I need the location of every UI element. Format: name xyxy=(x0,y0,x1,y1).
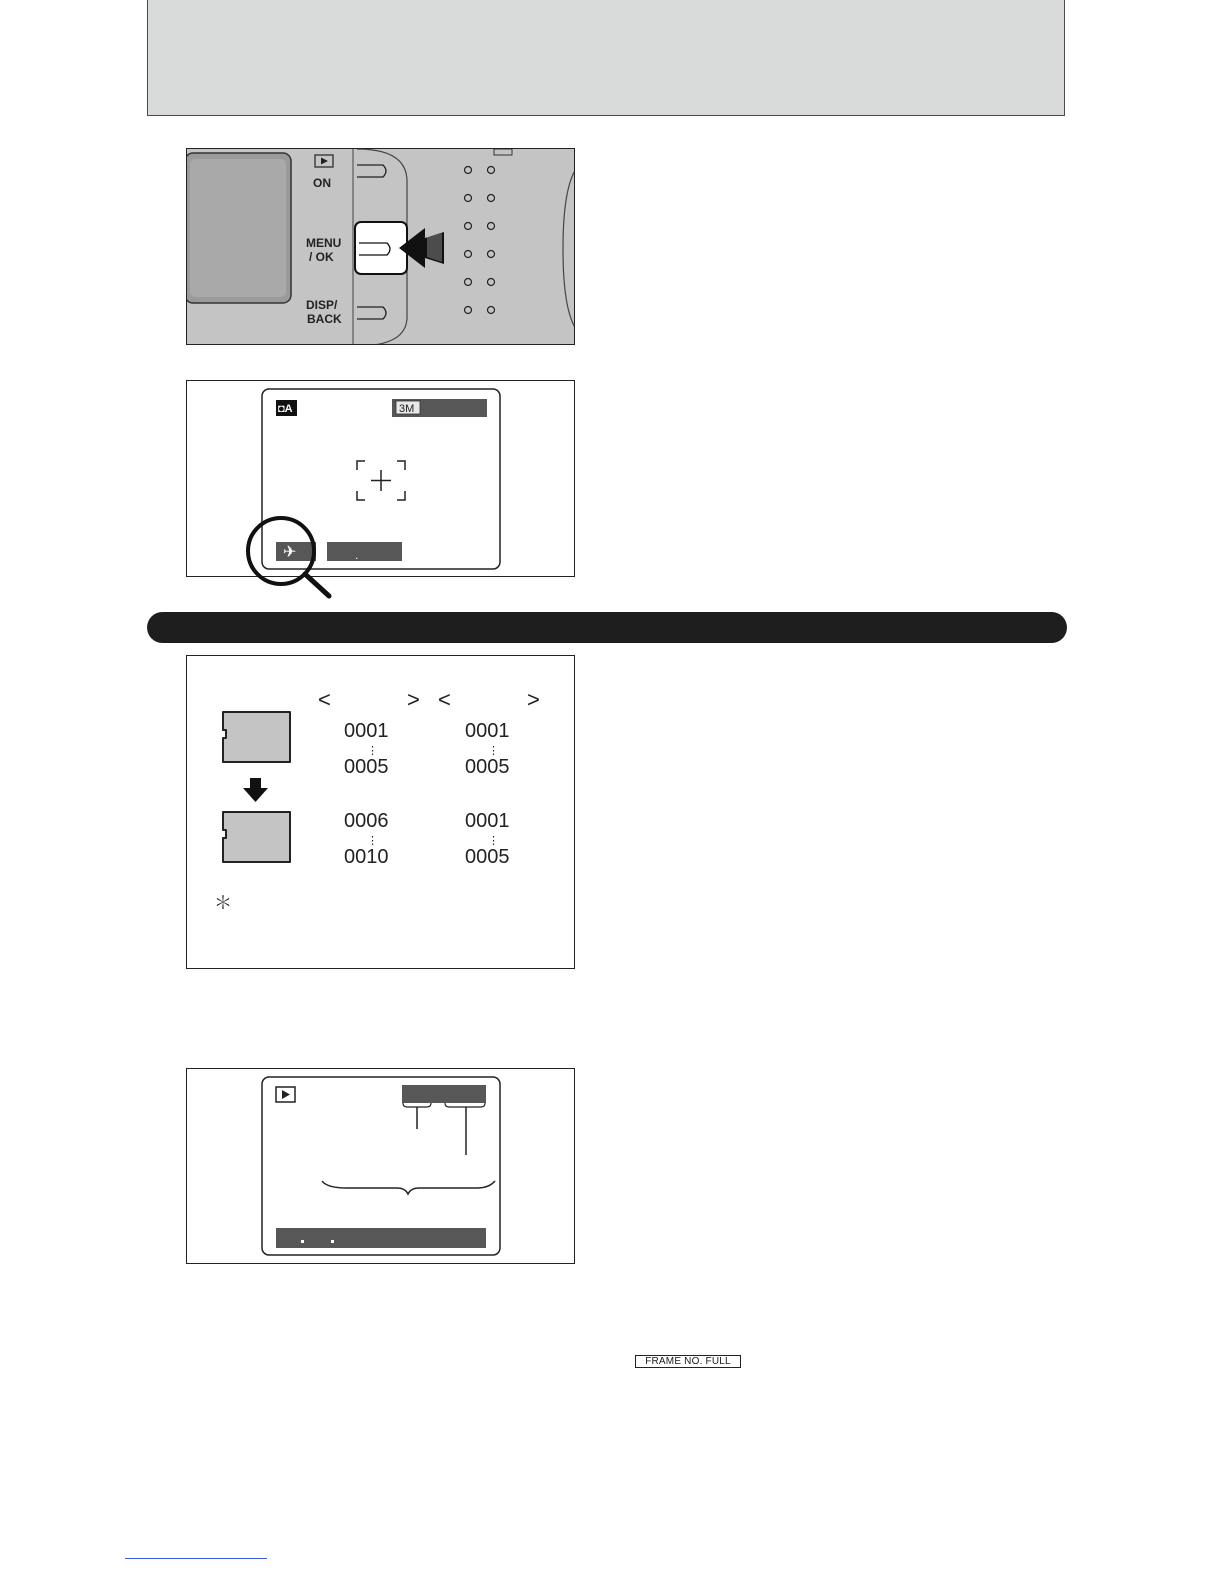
svg-text:⋮: ⋮ xyxy=(367,835,378,847)
bracket-close-2: > xyxy=(527,687,540,712)
memory-card-icon xyxy=(223,812,290,862)
disp-label: DISP/ xyxy=(306,298,338,312)
airplane-icon: ✈ xyxy=(283,544,297,561)
svg-text:.: . xyxy=(355,548,359,562)
svg-text:◘A: ◘A xyxy=(278,403,293,415)
card-a-col2-end: 0005 xyxy=(465,756,510,778)
svg-text:⋮: ⋮ xyxy=(488,745,499,757)
bracket-open-1: < xyxy=(318,687,331,712)
card-a-col1-end: 0005 xyxy=(344,756,389,778)
footer-link-underline[interactable] xyxy=(125,1558,267,1559)
svg-text:⋮: ⋮ xyxy=(367,745,378,757)
card-b-col2-end: 0005 xyxy=(465,846,510,868)
bottom-info-bar xyxy=(276,1228,486,1248)
arrow-down-icon xyxy=(243,778,268,802)
frame-numbering-figure xyxy=(186,655,575,969)
back-label: BACK xyxy=(307,312,342,326)
footnote-mark: ＊ xyxy=(214,893,232,913)
quality-badge: 3M xyxy=(399,403,415,415)
card-b-col1-start: 0006 xyxy=(344,810,389,832)
card-b-col1-end: 0010 xyxy=(344,846,389,868)
header-band xyxy=(147,0,1065,116)
memory-card-icon xyxy=(223,712,290,762)
playback-screen-figure xyxy=(186,1068,575,1264)
speaker-holes-icon xyxy=(465,167,495,314)
section-heading-bar xyxy=(147,612,1067,643)
card-a-col1-start: 0001 xyxy=(344,720,389,742)
bracket-close-1: > xyxy=(407,687,420,712)
bracket-open-2: < xyxy=(438,687,451,712)
svg-text:⋮: ⋮ xyxy=(488,835,499,847)
ok-label: / OK xyxy=(309,250,334,264)
bottom-info-bar xyxy=(327,542,402,561)
camera-buttons-figure xyxy=(186,148,575,345)
on-button xyxy=(357,165,386,177)
card-b-col2-start: 0001 xyxy=(465,810,510,832)
card-a-col2-start: 0001 xyxy=(465,720,510,742)
frame-number-bar xyxy=(402,1085,486,1103)
shooting-screen-figure xyxy=(186,380,575,577)
on-label: ON xyxy=(313,176,331,190)
disp-back-button xyxy=(357,307,386,319)
menu-label: MENU xyxy=(306,236,342,250)
frame-no-full-badge: FRAME NO. FULL xyxy=(635,1355,741,1368)
